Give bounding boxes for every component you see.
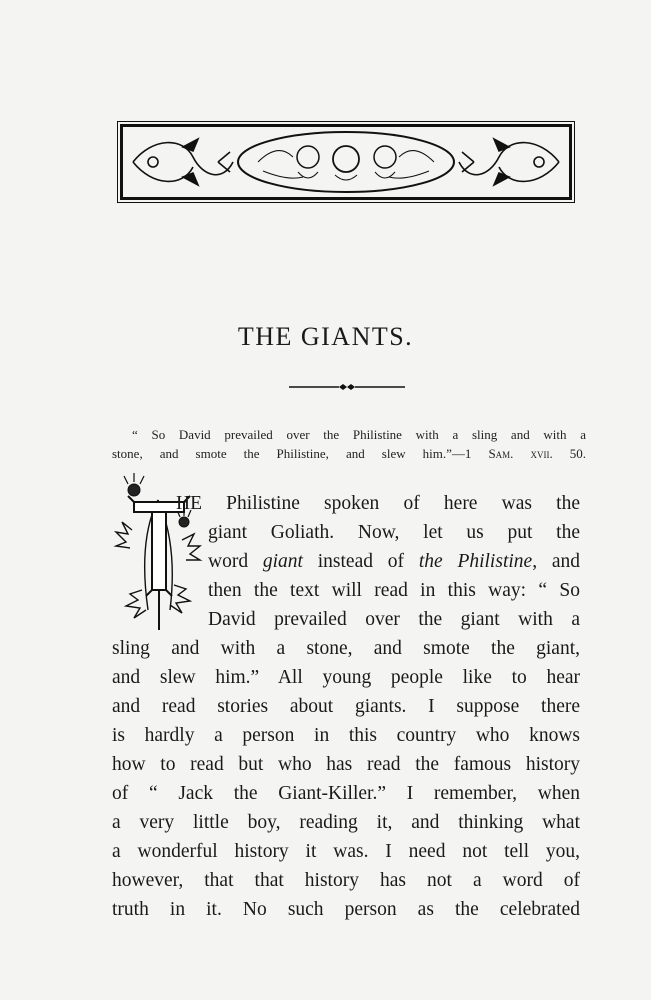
title-rule-divider xyxy=(289,383,405,391)
body-text-line: how to read but who has read the famous history xyxy=(112,754,580,775)
epigraph-line xyxy=(112,444,586,463)
body-text-line xyxy=(208,550,580,574)
body-text-line: is hardly a person in this country who knows xyxy=(112,725,580,746)
body-text-fragment: word giant instead of the Philistine, and xyxy=(208,551,581,572)
epigraph xyxy=(112,425,586,463)
epigraph-text: stone, and smote the Philistine, and slew him.”— xyxy=(112,446,465,461)
body-text-line: a wonderful history it was. I need not tell you, xyxy=(112,841,580,862)
epigraph-line: “ So David prevailed over the Philistine with a sling and with a xyxy=(132,427,586,442)
epigraph-reference: 1 Sam. xvii. 50. xyxy=(464,446,587,461)
body-text-line: sling and with a stone, and smote the giant, xyxy=(112,638,580,659)
body-text-line: and slew him.” All young people like to hear xyxy=(112,667,580,688)
body-text-line: David prevailed over the giant with a xyxy=(208,609,580,630)
body-text-line: then the text will read in this way: “ So xyxy=(208,580,580,601)
body-text-line: a very little boy, reading it, and thinking what xyxy=(112,812,580,833)
headpiece-ornament xyxy=(120,124,572,200)
body-text-line: HE Philistine spoken of here was the xyxy=(176,493,580,514)
body-text-line: of “ Jack the Giant-Killer.” I remember, when xyxy=(112,783,580,804)
ornament-illustration xyxy=(123,127,569,197)
body-text-line: truth in it. No such person as the celebrated xyxy=(112,899,580,920)
body-text-line: and read stories about giants. I suppose there xyxy=(112,696,580,717)
chapter-title: THE GIANTS. xyxy=(237,322,414,351)
body-text-line: giant Goliath. Now, let us put the xyxy=(208,522,580,543)
body-text-line: however, that that history has not a word of xyxy=(112,870,580,891)
